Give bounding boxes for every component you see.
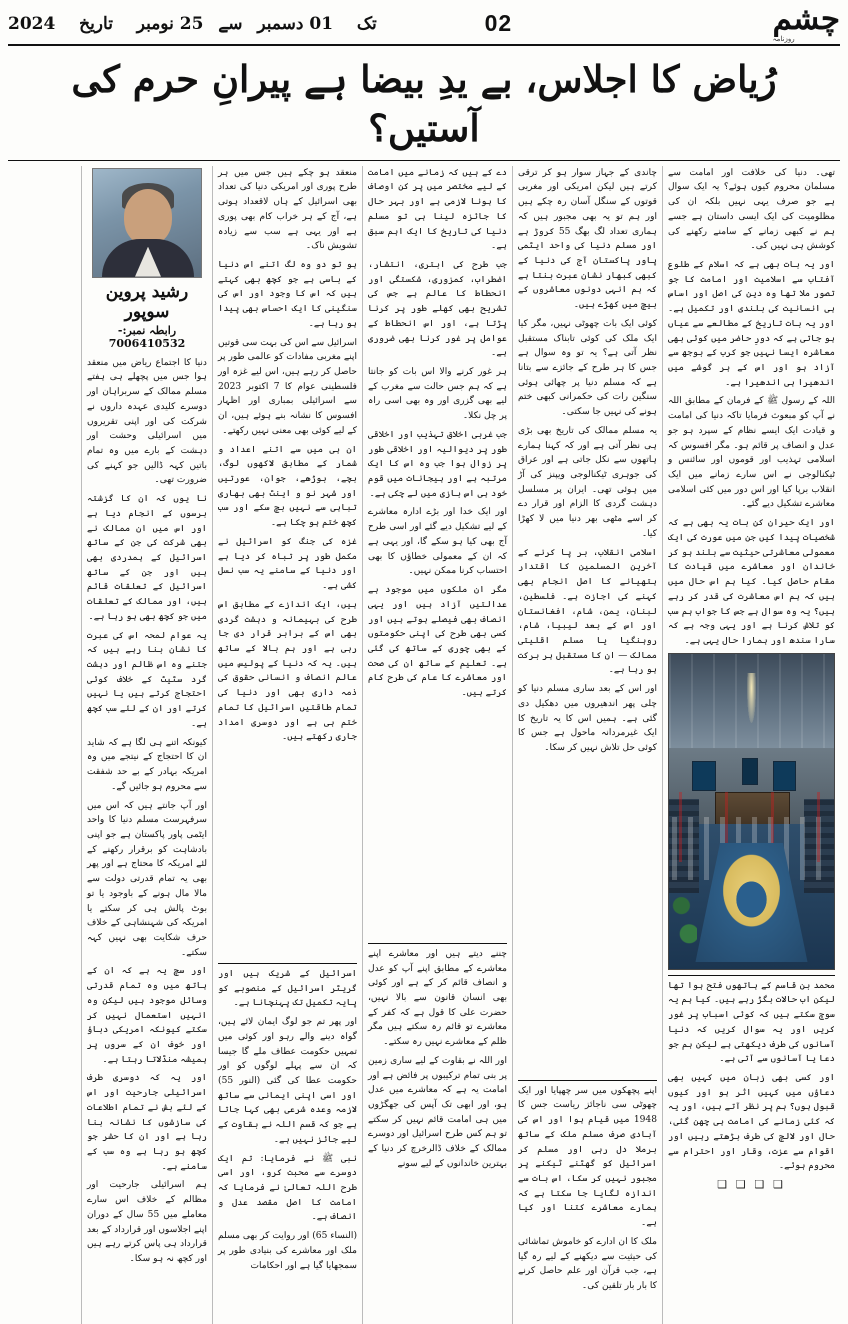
date-from: 25 نومبر — [136, 14, 204, 34]
paragraph: ہر غور کرنے والا اس بات کو جانتا ہے کہ ہم جس حالت سے مغرب کے لیے بھی گزری اور وہ بھی اسی راہ پر چل نکلا۔ — [368, 367, 507, 422]
paragraph: مگر ان ملکوں میں موجود ہے عدالتیں آزاد ہیں اور یہی انصاف بھی فیصلے ہوتے ہیں اور کسی بھی طرح کی اپنی حکومتوں کے بھی چوری کے ساتھ کی گئی ہے۔ تعلیم کے ساتھ ان کی صحت اور معاشرے کا عام کی طرح کام کرتے ہیں۔ — [368, 585, 507, 699]
author-name: رشید پروین سوپور — [105, 281, 189, 322]
text-column-3 — [362, 166, 512, 1324]
paragraph: تھی۔ دنیا کی خلافت اور امامت سے مسلمان محروم کیوں ہوئے؟ یہ ایک سوال ہے جو صرف یہی نہیں بلکہ ان کی مظلومیت کی ایک ایسی داستان ہے جسے ہم نے کبھی زمانے کے سامنے رکھنے کی کوشش ہی نہیں کی۔ — [668, 167, 835, 252]
paragraph: ہم اسرائیلی جارحیت اور مظالم کے خلاف اس سارے معاملے میں 55 سال کے دوران اپنے اجلاسوں اور قرارداد کے بعد قرارداد ہی پاس کرتے رہے ہیں اور کچھ نہ ہو سکا۔ — [87, 1180, 207, 1265]
text-column-1 — [662, 166, 840, 1324]
paragraph: کوئی ایک بات چھوٹی نہیں، مگر کیا ایک ملک کی کوئی تابناک مستقبل نظر آتی ہے؟ یہ تو وہ سوال ہے جس کا ہر طرح کے جائزے سے بتانا ہے کہ مسلم دنیا پر چھائی ہوئی سنگین رات کی حکمرانی کبھی ختم ہونے کی نہیں جا سکتی۔ — [518, 318, 657, 418]
paragraph: اور یہ بات بھی ہے کہ اسلام کے طلوع آفتاب سے اسلامیت اور امامت کا جو تصور ملا تھا وہ دین کی اصل اور اساس ہی انسانیت کی بلندی اور تکمیل ہے۔ اور یہ بات تاریخ کے مطالعے سے عیاں ہو جاتی ہے کہ دورِ حاضر میں کوئی بھی معاشرہ ایسا نہیں جو کرب کے بوجھ سے آزاد ہو اور اس کے ہر گوشے میں اندھیرا ہی اندھیرا ہے۔ — [668, 259, 835, 388]
paragraph: اور یہ کہ دوسری طرف اسرائیلی جارحیت اور اس کے لئے بش نے تمام اطلاعات کی سازشوں کا نشانہ بنا رہا ہے اور ان کا حشر جو کچھ ہو رہا ہے وہ سب کے سامنے ہے۔ — [87, 1073, 207, 1172]
date-year: 2024 — [8, 14, 56, 34]
paragraph: اپنے پچھکوں میں سر چھپایا اور ایک چھوٹی سی ناجائز ریاست جس کا 1948 میں قیام ہوا اور اس کی آبادی صرف مسلم ملک کے ساتھ برملا دل رہی اور مسلم کر اسرائیل کو گھٹنے ٹیکنے پر مجبور نہیں کر سکا، اس بات سے اندازہ لگایا جا سکتا ہے کہ ہمارے معاشرے کتنا اور کیا ہے۔ — [518, 1085, 657, 1229]
paragraph: اور آپ جانتے ہیں کہ اس میں سرفہرست مسلم دنیا کا واحد ایٹمی پاور پاکستان ہے جو اپنی بادشاہت کو برقرار رکھنے کے لئے امریکہ کا محتاج ہے اور پھر بھی یہ تمام قدرتی دولت سے مالا مال ہونے کے باوجود یا تو بوٹ پالش ہی کر سکتے یا امریکہ کی شہنشاہی کے خلاف حرف شکایت بھی نہیں کہہ سکتے۔ — [87, 800, 207, 958]
masthead-logo-area — [620, 1, 840, 43]
headline-area — [8, 46, 840, 161]
article-end-marks: ❑ ❑ ❑ ❑ — [717, 1179, 786, 1191]
paragraph: غزہ کی جنگ کو اسرائیل نے مکمل طور پر تباہ کر دیا ہے اور دنیا کے سامنے یہ سب نسل کشی ہے۔ — [218, 536, 357, 592]
photo-content — [669, 654, 834, 969]
text-column-4 — [212, 166, 362, 1324]
date-to: 01 دسمبر — [257, 14, 334, 34]
author-contact-number: 7006410532 — [108, 336, 186, 350]
paragraph: اور سچ یہ ہے کہ ان کے ہاتھ میں وہ تمام قدرتی وسائل موجود ہیں لیکن وہ انہیں استعمال نہیں کر سکتے کیونکہ امریکی دباؤ اور خوف ان کے سروں پر ہمیشہ منڈلاتا رہتا ہے۔ — [87, 966, 207, 1065]
paragraph: اسلامی انقلاب، بر پا کرنے کے آخرین المسلمین کا اقتدار ہتھیانے کا اصل انجام بھی کہنے کی اجازت ہے۔ فلسطین، لبنان، یمن، شام، افغانستان اور اس کے بعد لیبیا، شام، روہنگیا یا مسلم اقلیتی ممالک — ان کا مستقبل ہر برکت ہو رہا ہے۔ — [518, 547, 657, 676]
paragraph: چاندی کے جہاز سوار ہو کر ترقی کرتے ہیں لیکن امریکی اور مغربی قوتوں کے سنگل آسان رہ چکے ہیں اور ہم تو یہ بھی مجبور ہیں کہ ہماری تعداد لگ بھگ 55 کروڑ ہے اور مسلم دنیا کی واحد ایٹمی پاور پاکستان آج کی دنیا کے کبھی کبھار نشان عبرت بنتا ہے کہ ہم انہی دونوں معاشروں کے بیچ میں کھڑے ہیں۔ — [518, 167, 657, 311]
date-prefix: تاریخ — [79, 14, 113, 34]
paragraph: یہ عوام لمحہ اس کی عبرت کا نشان بنا رہے ہیں کہ جتنے وہ اس ظالم اور دہشت گرد سٹیٹ کے خلاف کوئی احتجاج کرتے ہیں یا نہیں کرتے اور ان کے لئے سب کچھ ہے۔ — [87, 630, 207, 729]
paragraph: کیونکہ اتنے ہی لگا ہے کہ شاید ان کا احتجاج کے نیتجے میں وہ امریکہ بہادر کے بے حد شفقت سے محروم ہو جائیں گے۔ — [87, 737, 207, 792]
date-suffix: تک — [356, 14, 377, 34]
author-contact-label: رابطہ نمبر:- — [117, 323, 177, 337]
paragraph: اور ایک حیران کن بات یہ بھی ہے کہ شخصیات پیدا کیں جن میں عورت کی ایک معمولی معاشرتی حیثیت سے بلند ہو کر خاندان اور معاشرے میں قیادت کا مقام حاصل کیا۔ کیا ہم اس حال میں ہیں کہ ہم اس معاشرت کی قدر کر رہے ہیں؟ یہ وہ سوال ہے جس کا جواب ہم سب کو تلاش کرنا ہے اور یہی وجہ ہے کہ سارا سندھ اور ہمارا حال یہی ہے۔ — [668, 518, 835, 646]
author-contact — [87, 324, 207, 350]
paragraph: ہو تو دو وہ لگ اتنے اس دنیا کے باسی ہے جو کچھ بھی کہتے ہیں کہ اس کا وجود اور اس کی سنگینی کا ایک احساس بھی پیدا ہو رہا ہے۔ — [218, 259, 357, 329]
author-photo — [92, 168, 202, 278]
logo-subtitle: روزنامہ — [772, 35, 795, 43]
article-headline: رُیاض کا اجلاس، بے یدِ بیضا ہے پیرانِ حرم کی آستیں؟ — [71, 57, 777, 150]
paragraph: یہ مسلم ممالک کی تاریخ بھی بڑی ہی نظر آتی ہے اور کہ کہنا ہمارے ہاتھوں سے نکل جاتی ہے اور عراق کی جوہری ٹیکنالوجی ویپنز کی آڑ میں ہوئی تھی۔ ایران پر مسلسل دہشت گردی کا الزام اور قرار دے کر اسے مٹھی بھر دنیا میں لا کھڑا کیا۔ — [518, 425, 657, 539]
paragraph: اور کسی بھی زبان میں کہیں بھی دعاؤں میں کہیں اثر ہو اور کیوں قبول ہوں؟ ہم پر نظر آتے ہیں، اور یہ کہ کئی زمانے کی امامت ہی چھن گئی، حال اور لالچ کی طرف بڑھتے رہیں اور اقوام سے عزت، وقار اور احترام سے محروم ہوئے۔ — [668, 1072, 835, 1172]
paragraph: جب طرح کی ابتری، انتشار، اضطراب، کمزوری، شکستگی اور انحطاط کا عالم ہے جس کی تشریح بھی کھلے طور پر کرنا پڑتا ہے، اور اس انحطاط کے عوامل پر غور کرنا بھی ضروری ہے۔ — [368, 259, 507, 359]
paragraph: چننے دیتے ہیں اور معاشرے اپنے معاشرے کے مطابق اپنے آپ کو عدل و انصاف قائم کر کے ہے اور کوئی بھی انسان قانون سے بالا نہیں، حضرت علی کا قول ہے کہ کفر کے معاشرے تو قائم رہ سکتے ہیں مگر ظلم کے معاشرے نہیں رہ سکتے۔ — [368, 948, 507, 1048]
author-column — [81, 166, 212, 1324]
paragraph: اور پھر تم جو لوگ ایمان لائے ہیں، گواہ دینے والے رہو اور کوئی میں تمہیں حکومت عطاف ملے گا جیسا کہ ان سے پہلے لوگوں کو اور حکومت عطا کی گئی (النور 55) اور اسی اپنی ایمانی سے ساتھ لازمہ وعدہ شرعی بھی کہا جاتا ہے جو کہ قسم اللہ نے بقاوت کے لیے جائز نہیں ہے۔ — [218, 1017, 357, 1145]
paragraph: دے کے ہیں کہ زمانے میں امامت کے لیے مختصر میں پر کن اوصاف کا ہونا لازمی ہے اور بہر حال کا جائزہ لینا ہی تو مسلم دنیا کی تاریخ کا ایک اہم سبق ہے۔ — [368, 167, 507, 252]
paragraph: نا یوں کہ ان کا گزشتہ برسوں کے انجام دیا ہے اور اس میں ان ممالک نے بھی شرکت کی جن کے ساتھ اسرائیل کے ہمدردی بھی ہیں اور جن کے ساتھ اسرائیل کے تعلقات قائم ہیں، اور ممالک کے تعلقات میں جو کچھ بھی ہو رہا ہے۔ — [87, 494, 207, 622]
paragraph: نبی ﷺ نے فرمایا: تم ایک دوسرے سے محبت کرو، اور اسی طرح اللہ تعالیٰ نے فرمایا کہ امامت کا اصل مقصد عدل و انصاف ہے۔ — [218, 1153, 357, 1223]
paragraph: محمد بن قاسم کے ہاتھوں فتح ہوا تھا لیکن اب حالات بگڑ رہے ہیں۔ کیا ہم یہ سوچ سکتے ہیں کہ کوئی اسباب پر غور کریں اور یہ سوال کریں کہ دنیا آسانوں کی طرف دیکھتی ہے لیکن ہم جو دعا یا آسانوں سے آتی ہے۔ — [668, 980, 835, 1065]
paragraph: (النساء 65) اور روایت کر بھی مسلم ملک اور معاشرے کی بنیادی طور پر سمجھایا گیا ہے اور احکامات — [218, 1231, 357, 1271]
paragraph: اسرائیل سے اس کی بہت سی قوتیں اپنے مغربی مفادات کو عالمی طور پر حاصل کر رہے ہیں، اس لیے غزہ اور فلسطینی عوام کا 7 اکتوبر 2023 سے اسرائیلی بمباری اور اظہار افسوس کا نشانہ بنے ہوئے ہیں، ان کے لیے کوئی بھی معنی نہیں رکھتے۔ — [218, 337, 357, 436]
paragraph: اللہ کے رسول ﷺ کے فرمان کے مطابق اللہ نے آپ کو مبعوث فرمایا تاکہ دنیا کی امامت و قیادت ایک ایسے نظام کے سپرد ہو جو عدل و انصاف پر قائم ہو۔ مگر افسوس کہ اسلامی تہذیب اور قوموں اور سائنس و ٹیکنالوجی نے اس سارے زمانے میں ایک انقلاب برپا کیا اور اس دور میں کئی اسلامی معاشرے تشکیل دیے گئے۔ — [668, 396, 835, 510]
text-column-2 — [512, 166, 662, 1324]
paragraph: ملک کا ان ادارے کو خاموش تماشائی کی حیثیت سے دیکھنے کے لیے رہ گیا ہے، جب قرآن اور علم حاصل کرنے کا بار بار تلقین کی۔ — [518, 1236, 657, 1292]
paragraph: اور ایک خدا اور بڑے ادارہ معاشرے کے لیے تشکیل دیے گئے اور اسی طرح آج بھی کیا ہو سکے گا، اور یہی ہے کہ ان کے معمولی خطاؤں کا بھی احتساب کرنا ممکن نہیں۔ — [368, 507, 507, 577]
paragraph: اسرائیل کے شریک ہیں اور گریٹر اسرائیل کے منصوبے کو پایہ تکمیل تک پہنچانا ہے۔ — [218, 968, 357, 1009]
paragraph: جب غربی اخلاق تہذیب اور اخلاقی طور پر دیوالیہ اور اخلاقی طور پر زوال ہوا جب وہ اس کا ایک مرتبہ ہے اور ہیجانات میں قوم خود ہی اس بازی میں لے چکی ہے۔ — [368, 429, 507, 499]
paragraph: اور اللہ نے بقاوت کے لیے ساری زمین پر بنی تمام ترکیبوں پر فائض ہے اور امامت یہ ہے کہ معاشرے میں عدل ہو، اور ابھی تک آپس کی جھگڑوں میں ہی امامت قائم نہیں کر سکتے تو ہم کس طرح اسرائیل اور دوسرے ممالک کے خلاف ڈالرخرچ کر دنیا کے بہترین خاندانوں کے لیے سونے — [368, 1055, 507, 1169]
paragraph: اور اس کے بعد ساری مسلم دنیا کو چلی پھر اندھیروں میں دھکیل دی گئی ہے۔ ہمیں اس کا یہ تاریخ کا ایک غیرمردانہ ماحول ہے جس کا کوئی حل تلاش نہیں کر سکا۔ — [518, 684, 657, 753]
masthead — [8, 1, 840, 46]
paragraph: منعقد ہو چکے ہیں جس میں ہر طرح پوری اور امریکی دنیا کی تعداد بھی اسرائیل کے ہاں لاقعداد ہوتی ہے، آج کے ہر خراب کام بھی پوری ہے اور یہی ہے سب سے زیادہ تشویش ناک۔ — [218, 167, 357, 252]
paragraph: دنیا کا اجتماع ریاض میں منعقد ہوا جس میں پچھلے ہی ہفتے مسلم ممالک کے سربراہان اور دوسرے کلیدی عہدہ داروں نے شرکت کی اور اپنی تقریروں میں اسرائیلی وحشت اور دہشت کے بارے میں وہ تمام باتیں کہہ ڈالیں جو کہنے کی ضرورت تھی۔ — [87, 357, 207, 486]
article-body — [8, 166, 840, 1324]
paragraph: ان ہی میں سے اتنے اعداد و شمار کے مطابق لاکھوں لوگ، بچے، بوڑھے، جوان، عورتیں اور شہر نو و اینٹ بھی بھاری تباہی سے نہیں بچ سکے اور سب کچھ ختم ہو چکا ہے۔ — [218, 444, 357, 529]
date-line: تک 01 دسمبر سے 25 نومبر تاریخ 2024 — [8, 14, 377, 34]
newspaper-logo — [772, 1, 840, 43]
page-number: 02 — [484, 10, 513, 36]
conference-hall-photo — [668, 653, 835, 970]
paragraph: ہیں، ایک اندازے کے مطابق اس طرح کی بہیمانہ و دہشت گردی بھی اس کے برابر قرار دی جا رہی ہے اور ہم بالا کے ساتھ ہیں۔ یہ کہ دنیا کے پولیس میں عالم انصاف و انسانی حقوق کی ذمہ داری بھی اور دنیا کی تمام طاقتیں اسرائیل کا تمام ختم ہی ہے اور دوسری امداد جاری رکھتے ہیں۔ — [218, 599, 357, 743]
logo-word: چشم — [772, 1, 840, 37]
